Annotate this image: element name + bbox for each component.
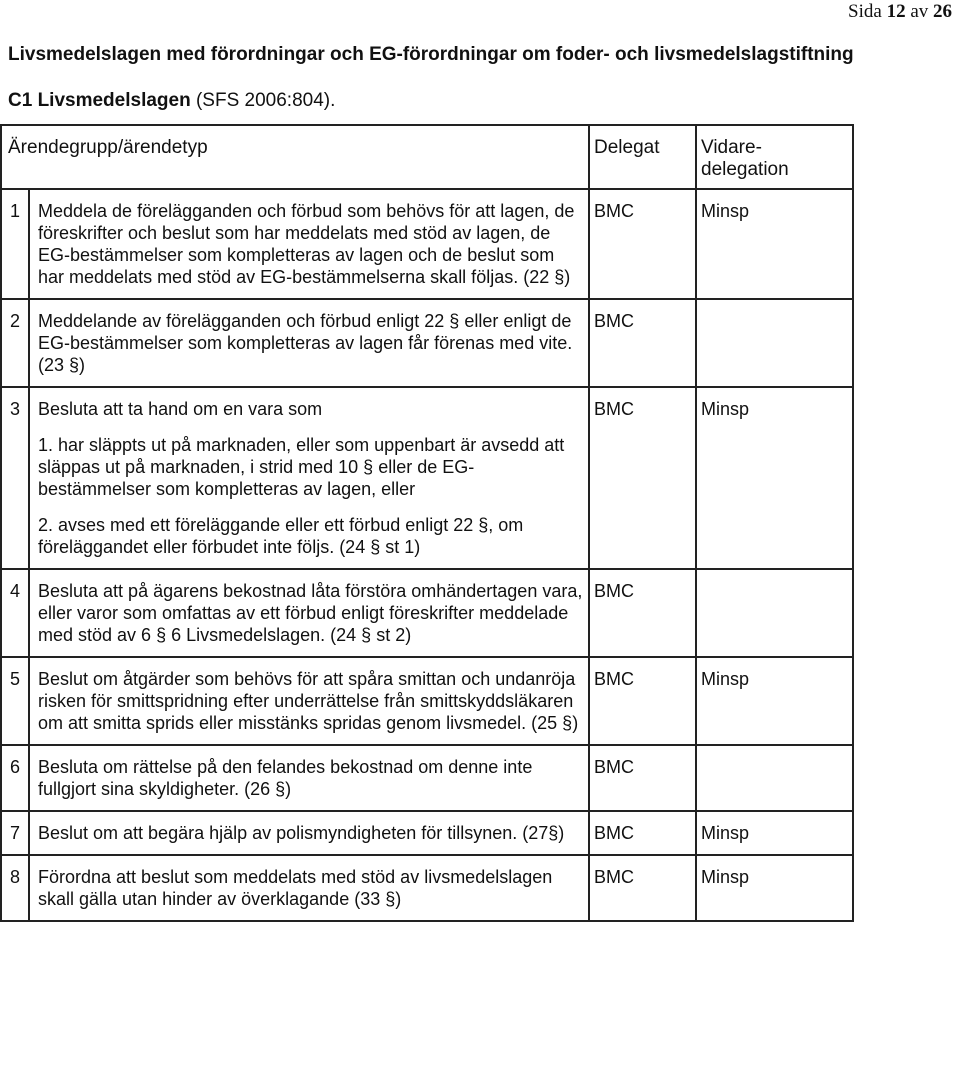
row-vidaredelegation-cell bbox=[696, 569, 853, 657]
header-delegat-label: Delegat bbox=[594, 137, 660, 158]
row-delegat-cell bbox=[589, 855, 696, 921]
row-description: Besluta att på ägarens bekostnad låta förstöra omhändertagen vara, eller varor som omfattas av ett förbud enligt föreskrifter meddelade med stöd av 6 § 6 Livsmedelslagen. (24 § st 2) bbox=[38, 581, 583, 645]
row-vidaredelegation bbox=[697, 746, 852, 764]
table-header-row bbox=[1, 125, 853, 189]
row-description-cell bbox=[29, 189, 589, 299]
row-delegat: BMC bbox=[594, 201, 634, 221]
row-description: Beslut om åtgärder som behövs för att spåra smittan och undanröja risken för smittspridning efter underrättelse från smittskyddsläkaren om att smitta sprids eller misstänks spridas genom livsmedel. (25 §) bbox=[38, 669, 579, 733]
row-delegat-cell bbox=[589, 657, 696, 745]
row-delegat-cell bbox=[589, 299, 696, 387]
header-delegat bbox=[589, 125, 696, 189]
header-vidare-label: Vidare- delegation bbox=[701, 137, 789, 180]
row-number-cell bbox=[1, 745, 29, 811]
row-description: Meddelande av förelägganden och förbud enligt 22 § eller enligt de EG-bestämmelser som kompletteras av lagen får förenas med vite. (23 §) bbox=[38, 311, 573, 375]
row-delegat: BMC bbox=[594, 399, 634, 419]
row-delegat-cell bbox=[589, 387, 696, 569]
row-vidaredelegation-cell bbox=[696, 855, 853, 921]
row-vidaredelegation-cell bbox=[696, 189, 853, 299]
row-number-cell bbox=[1, 189, 29, 299]
row-delegat: BMC bbox=[594, 823, 634, 843]
table-row bbox=[1, 657, 853, 745]
row-number-cell bbox=[1, 569, 29, 657]
table-row bbox=[1, 569, 853, 657]
header-item bbox=[1, 125, 589, 189]
row-delegat-cell bbox=[589, 745, 696, 811]
row-vidaredelegation: Minsp bbox=[701, 823, 750, 843]
row-number: 6 bbox=[10, 757, 21, 777]
delegation-table bbox=[0, 124, 854, 922]
row-number: 1 bbox=[10, 201, 21, 221]
row-delegat: BMC bbox=[594, 581, 634, 601]
row-vidaredelegation-cell bbox=[696, 657, 853, 745]
row-description: Besluta om rättelse på den felandes bekostnad om denne inte fullgjort sina skyldigheter. (26 §) bbox=[38, 757, 533, 799]
row-description: Förordna att beslut som meddelats med stöd av livsmedelslagen skall gälla utan hinder av överklagande (33 §) bbox=[38, 867, 553, 909]
row-delegat-cell bbox=[589, 811, 696, 855]
row-description-cell bbox=[29, 387, 589, 569]
row-vidaredelegation-cell bbox=[696, 387, 853, 569]
row-number: 4 bbox=[10, 581, 21, 601]
row-description: 2. avses med ett föreläggande eller ett förbud enligt 22 §, om föreläggandet eller förbudet inte följs. (24 § st 1) bbox=[38, 515, 524, 557]
row-description-cell bbox=[29, 569, 589, 657]
table-row bbox=[1, 745, 853, 811]
row-description-cell bbox=[29, 657, 589, 745]
row-vidaredelegation-cell bbox=[696, 811, 853, 855]
page-prefix: Sida bbox=[848, 1, 887, 22]
section-title bbox=[8, 90, 335, 112]
table-row bbox=[1, 189, 853, 299]
row-description: Besluta att ta hand om en vara som bbox=[38, 399, 323, 419]
page-current: 12 bbox=[886, 1, 906, 22]
row-vidaredelegation: Minsp bbox=[701, 867, 750, 887]
row-vidaredelegation-cell bbox=[696, 299, 853, 387]
row-vidaredelegation: Minsp bbox=[701, 201, 750, 221]
page-number bbox=[848, 1, 952, 23]
row-description-cell bbox=[29, 299, 589, 387]
row-description-cell bbox=[29, 855, 589, 921]
row-number-cell bbox=[1, 855, 29, 921]
row-number: 3 bbox=[10, 399, 21, 419]
row-description-cell bbox=[29, 811, 589, 855]
row-vidaredelegation bbox=[697, 570, 852, 588]
row-delegat: BMC bbox=[594, 867, 634, 887]
row-number: 7 bbox=[10, 823, 21, 843]
row-description-cell bbox=[29, 745, 589, 811]
row-vidaredelegation-cell bbox=[696, 745, 853, 811]
row-vidaredelegation bbox=[697, 300, 852, 318]
page-sep: av bbox=[905, 1, 933, 22]
header-item-label: Ärendegrupp/ärendetyp bbox=[8, 137, 208, 158]
page-total: 26 bbox=[933, 1, 952, 22]
row-number: 2 bbox=[10, 311, 21, 331]
row-delegat: BMC bbox=[594, 311, 634, 331]
table-row bbox=[1, 299, 853, 387]
row-delegat-cell bbox=[589, 569, 696, 657]
section-ref: (SFS 2006:804). bbox=[190, 90, 336, 111]
row-number: 5 bbox=[10, 669, 21, 689]
table-row bbox=[1, 855, 853, 921]
row-number-cell bbox=[1, 387, 29, 569]
row-delegat: BMC bbox=[594, 757, 634, 777]
header-vidare bbox=[696, 125, 853, 189]
row-vidaredelegation: Minsp bbox=[701, 399, 750, 419]
section-code: C1 Livsmedelslagen bbox=[8, 90, 191, 111]
row-number-cell bbox=[1, 657, 29, 745]
row-number-cell bbox=[1, 299, 29, 387]
row-description: 1. har släppts ut på marknaden, eller som uppenbart är avsedd att släppas ut på marknaden, i strid med 10 § eller de EG-bestämmelser som kompletteras av lagen, eller bbox=[38, 435, 565, 499]
table-row bbox=[1, 387, 853, 569]
row-number-cell bbox=[1, 811, 29, 855]
row-number: 8 bbox=[10, 867, 21, 887]
table-row bbox=[1, 811, 853, 855]
row-vidaredelegation: Minsp bbox=[701, 669, 750, 689]
row-delegat: BMC bbox=[594, 669, 634, 689]
row-description: Beslut om att begära hjälp av polismyndigheten för tillsynen. (27§) bbox=[38, 823, 565, 843]
row-description: Meddela de förelägganden och förbud som behövs för att lagen, de föreskrifter och beslut som har meddelats med stöd av lagen, de EG-bestämmelser som kompletteras av lagen och de beslut som har meddelats med stöd av EG-bestämmelserna skall följas. (22 §) bbox=[38, 201, 575, 287]
row-delegat-cell bbox=[589, 189, 696, 299]
document-title: Livsmedelslagen med förordningar och EG-förordningar om foder- och livsmedelslagstiftning bbox=[8, 44, 854, 65]
